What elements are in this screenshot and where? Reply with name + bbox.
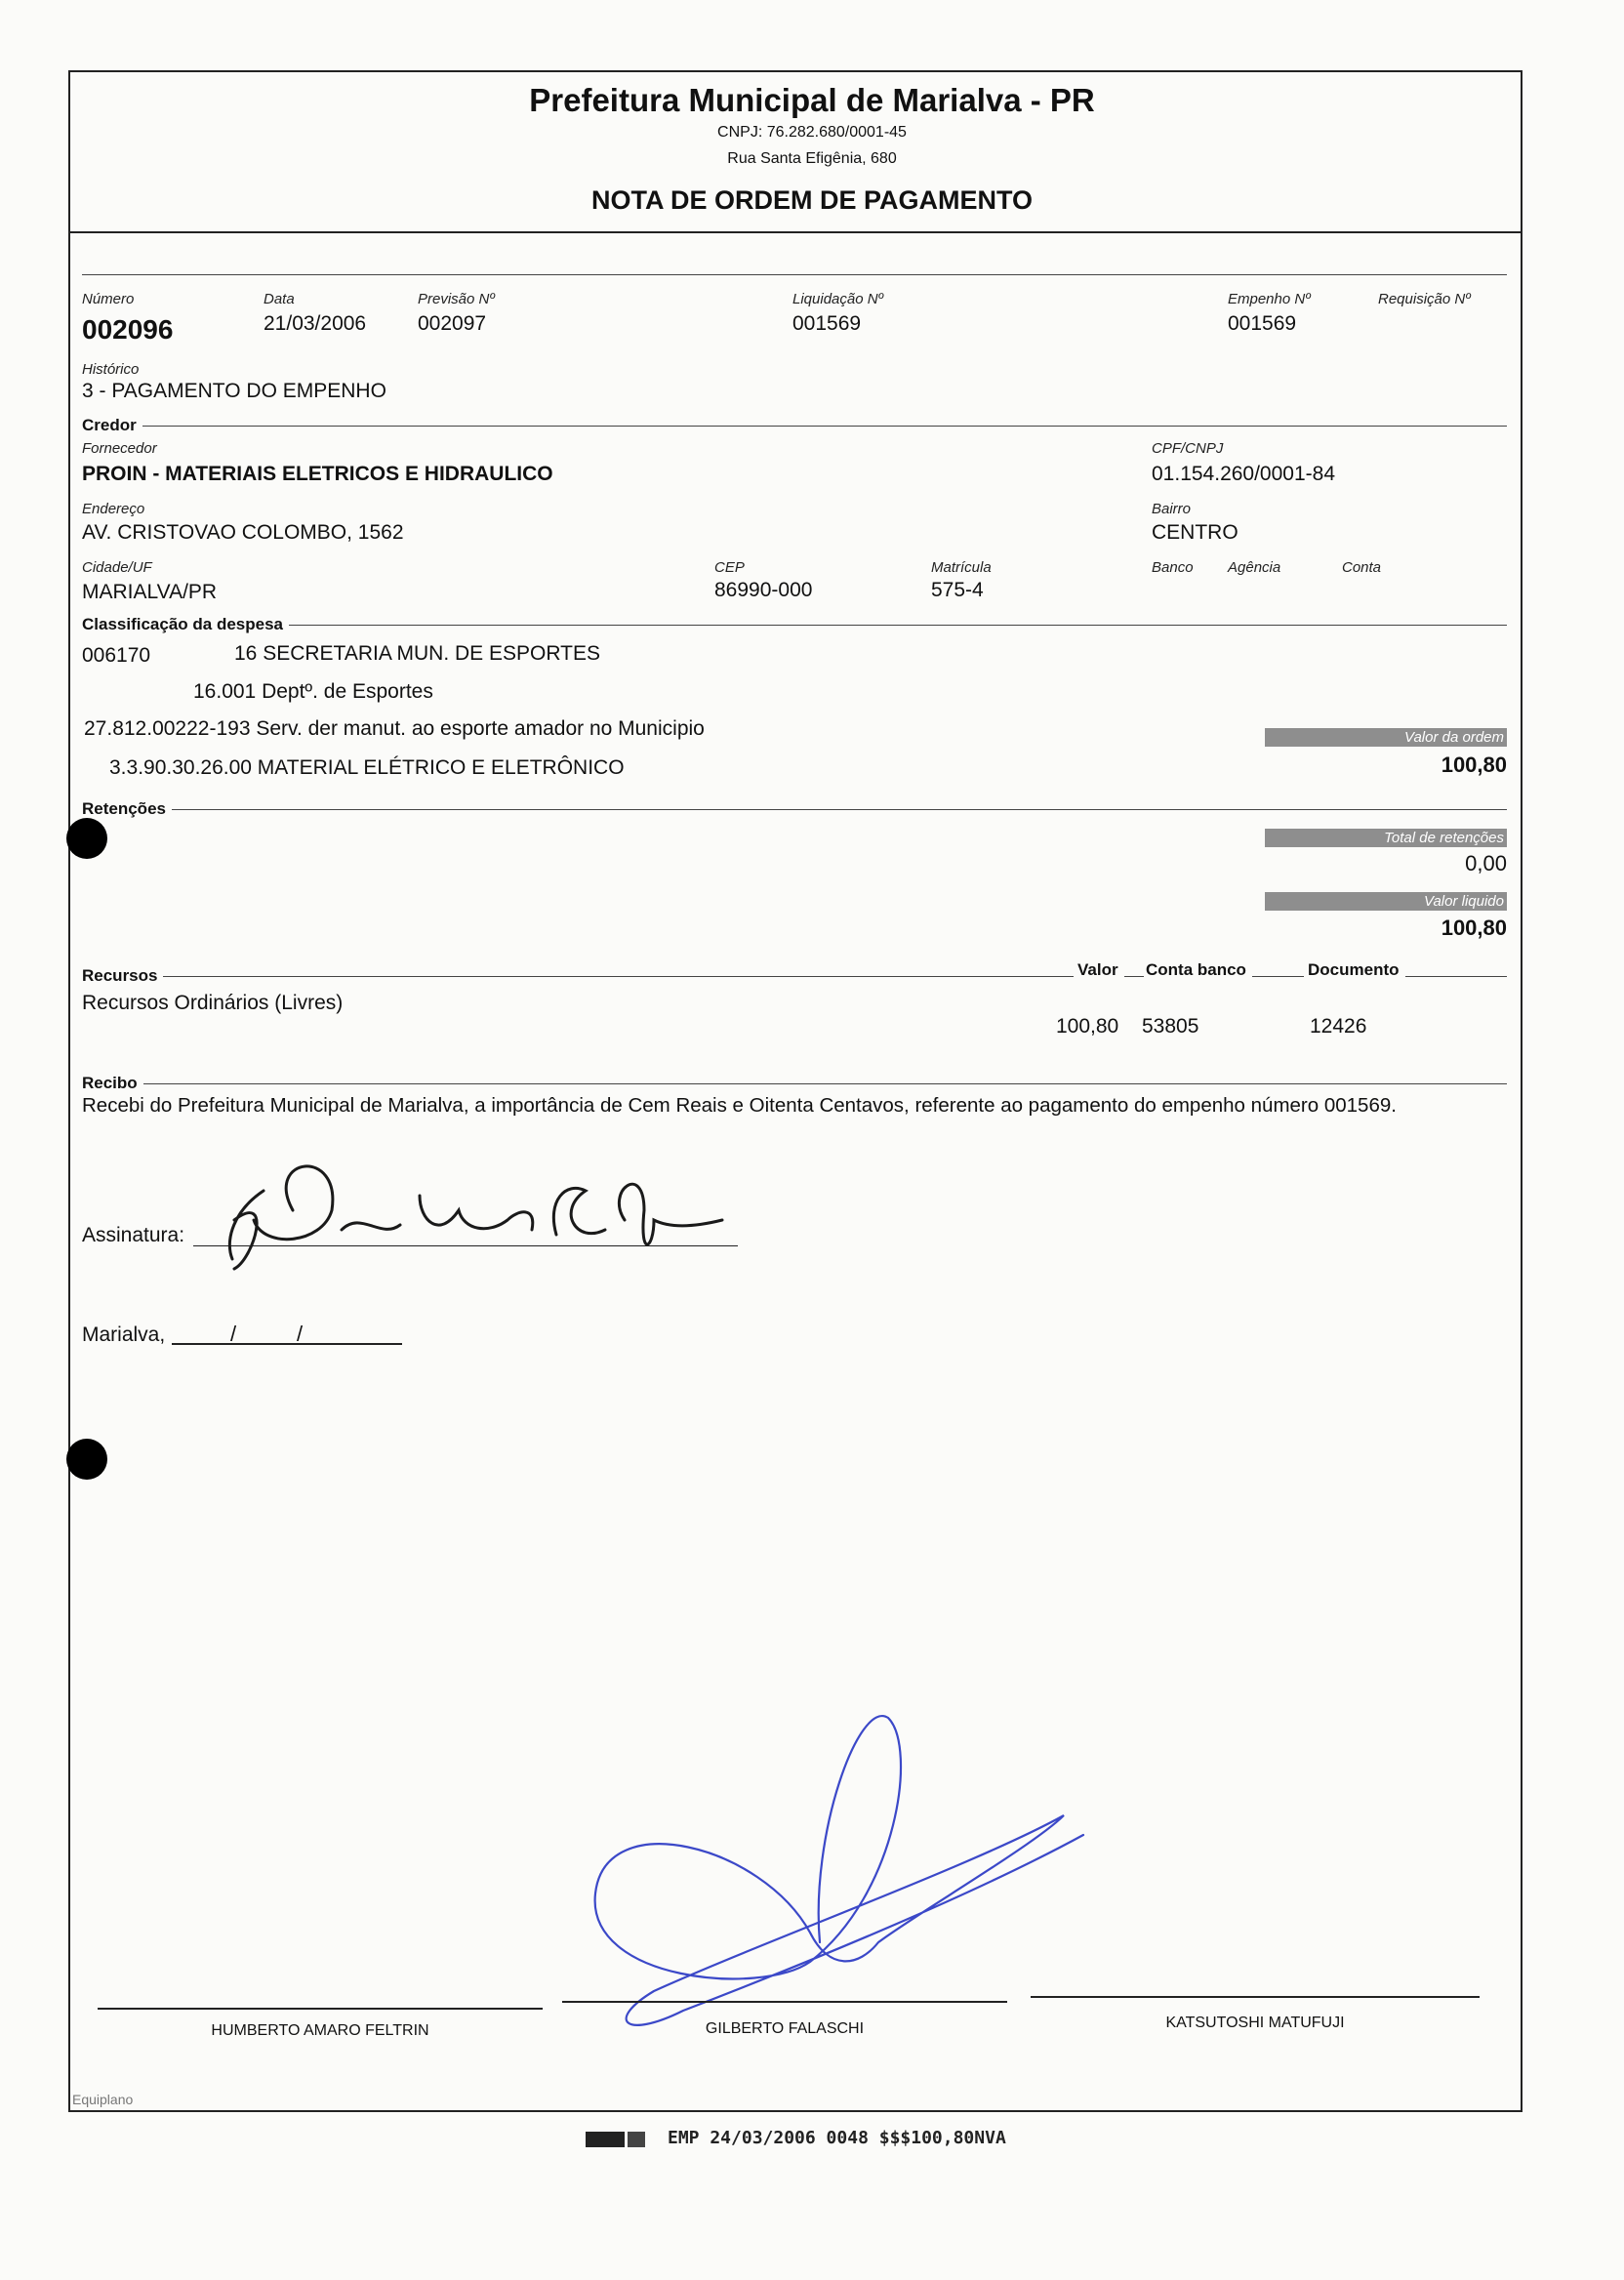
punch-hole-bottom (66, 1439, 107, 1480)
header-title: Prefeitura Municipal de Marialva - PR (529, 82, 1095, 118)
recursos-documento-header: Documento (1304, 960, 1405, 980)
cidade-label: Cidade/UF (82, 559, 152, 576)
retencoes-section-title: Retenções (82, 799, 172, 819)
cep-value: 86990-000 (714, 579, 813, 601)
recursos-conta-header: Conta banco (1144, 960, 1252, 980)
date-slash-1: / (230, 1322, 237, 1346)
software-label: Equiplano (72, 2092, 134, 2107)
credor-rule (82, 426, 1507, 427)
classificacao-line1: 16 SECRETARIA MUN. DE ESPORTES (234, 642, 600, 665)
cidade-value: MARIALVA/PR (82, 581, 218, 603)
conta-label: Conta (1342, 559, 1382, 576)
local-label: Marialva, (82, 1323, 166, 1346)
classificacao-code: 006170 (82, 644, 151, 667)
valor-liquido-value: 100,80 (1441, 916, 1507, 940)
valor-ordem-label: Valor da ordem (1265, 728, 1507, 747)
numero-label: Número (82, 291, 135, 307)
assinatura-label: Assinatura: (82, 1224, 185, 1246)
signatory-3: KATSUTOSHI MATUFUJI (1165, 2015, 1345, 2031)
top-divider (82, 274, 1507, 275)
recursos-valor: 100,80 (1056, 1015, 1119, 1038)
recursos-valor-header: Valor (1074, 960, 1124, 980)
authorizer-signature (566, 1698, 1093, 2069)
recursos-section-title: Recursos (82, 966, 163, 986)
classificacao-line3: 27.812.00222-193 Serv. der manut. ao esporte amador no Municipio (84, 717, 705, 740)
signatory-1: HUMBERTO AMARO FELTRIN (211, 2022, 429, 2039)
data-value: 21/03/2006 (264, 312, 367, 335)
classificacao-line2: 16.001 Deptº. de Esportes (193, 680, 433, 703)
date-line (172, 1343, 402, 1345)
cpf-label: CPF/CNPJ (1152, 440, 1224, 457)
bairro-value: CENTRO (1152, 521, 1238, 544)
stamp-logo (586, 2132, 625, 2147)
header-cnpj: CNPJ: 76.282.680/0001-45 (717, 124, 907, 141)
fornecedor-label: Fornecedor (82, 440, 157, 457)
empenho-label: Empenho Nº (1228, 291, 1311, 307)
recibo-rule (82, 1083, 1507, 1084)
data-label: Data (264, 291, 295, 307)
signature-line-2 (562, 2001, 1007, 2003)
requisicao-label: Requisição Nº (1378, 291, 1471, 307)
recipient-signature (195, 1152, 761, 1279)
recibo-text: Recebi do Prefeitura Municipal de Marialva, a importância de Cem Reais e Oitenta Centavos, referente ao pagamento do empenho número 001569. (82, 1094, 1397, 1117)
document-title: NOTA DE ORDEM DE PAGAMENTO (590, 185, 1033, 215)
date-slash-2: / (297, 1322, 304, 1346)
total-retencoes-value: 0,00 (1465, 851, 1507, 875)
historico-label: Histórico (82, 361, 140, 378)
endereco-value: AV. CRISTOVAO COLOMBO, 1562 (82, 521, 404, 544)
previsao-label: Previsão Nº (418, 291, 495, 307)
fornecedor-value: PROIN - MATERIAIS ELETRICOS E HIDRAULICO (82, 463, 553, 485)
signatory-2: GILBERTO FALASCHI (705, 2020, 865, 2037)
header-address: Rua Santa Efigênia, 680 (727, 150, 897, 167)
matricula-value: 575-4 (931, 579, 984, 601)
recursos-descricao: Recursos Ordinários (Livres) (82, 992, 344, 1014)
cep-label: CEP (714, 559, 745, 576)
bairro-label: Bairro (1152, 501, 1192, 517)
valor-liquido-label: Valor liquido (1265, 892, 1507, 911)
matricula-label: Matrícula (931, 559, 992, 576)
previsao-value: 002097 (418, 312, 487, 335)
signature-line-1 (98, 2008, 543, 2010)
total-retencoes-label: Total de retenções (1265, 829, 1507, 847)
historico-value: 3 - PAGAMENTO DO EMPENHO (82, 380, 386, 402)
banco-label: Banco (1152, 559, 1194, 576)
classificacao-rule (82, 625, 1507, 626)
recursos-conta: 53805 (1142, 1015, 1199, 1038)
endereco-label: Endereço (82, 501, 145, 517)
recibo-section-title: Recibo (82, 1074, 143, 1093)
credor-section-title: Credor (82, 416, 142, 435)
agencia-label: Agência (1228, 559, 1281, 576)
valor-ordem-value: 100,80 (1441, 753, 1507, 777)
punch-hole-top (66, 818, 107, 859)
empenho-value: 001569 (1228, 312, 1297, 335)
signature-line-3 (1031, 1996, 1480, 1998)
stamp-text: EMP 24/03/2006 0048 $$$100,80NVA (668, 2128, 1006, 2148)
retencoes-rule (82, 809, 1507, 810)
numero-value: 002096 (82, 314, 174, 345)
liquidacao-label: Liquidação Nº (792, 291, 884, 307)
header-divider (68, 231, 1522, 233)
stamp-logo-mark (628, 2132, 645, 2147)
recursos-rule (82, 976, 1507, 977)
recursos-documento: 12426 (1310, 1015, 1367, 1038)
liquidacao-value: 001569 (792, 312, 862, 335)
classificacao-line4: 3.3.90.30.26.00 MATERIAL ELÉTRICO E ELETRÔNICO (109, 756, 625, 779)
cpf-value: 01.154.260/0001-84 (1152, 463, 1336, 485)
classificacao-section-title: Classificação da despesa (82, 615, 289, 634)
